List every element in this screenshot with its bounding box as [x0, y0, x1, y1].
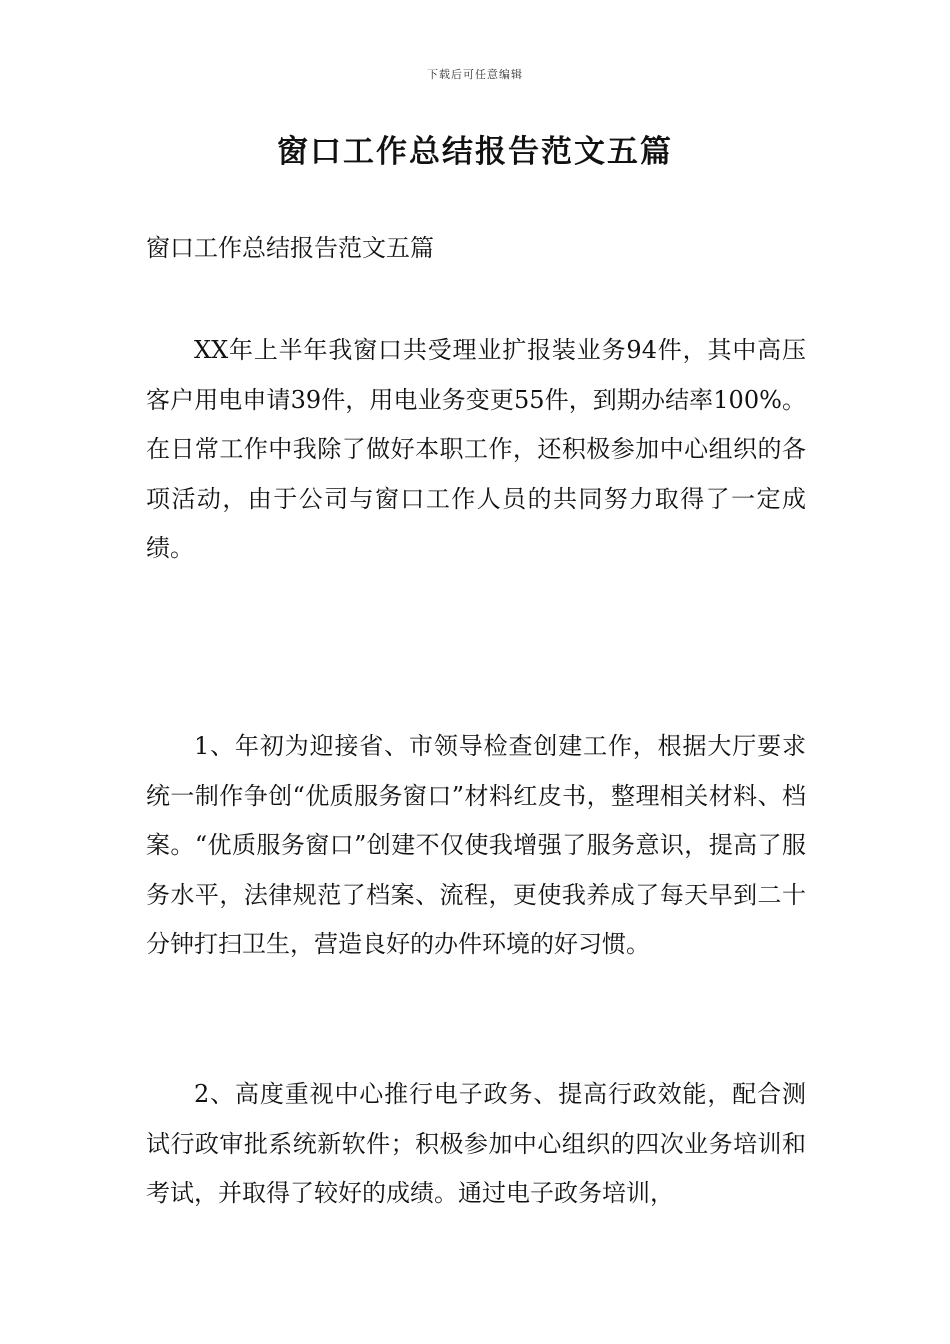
document-subtitle: 窗口工作总结报告范文五篇	[146, 234, 434, 262]
header-note: 下载后可任意编辑	[427, 68, 523, 81]
paragraph-summary: XX年上半年我窗口共受理业扩报装业务94件，其中高压客户用电申请39件，用电业务变更55件，到期办结率100%。在日常工作中我除了做好本职工作，还积极参加中心组织的各项活动，由于公司与窗口工作人员的共同努力取得了一定成绩。	[146, 336, 806, 562]
paragraph-item-1: 1、年初为迎接省、市领导检查创建工作，根据大厅要求统一制作争创“优质服务窗口”材料红皮书，整理相关材料、档案。“优质服务窗口”创建不仅使我增强了服务意识，提高了服务水平，法律规范了档案、流程，更使我养成了每天早到二十分钟打扫卫生，营造良好的办件环境的好习惯。	[146, 732, 806, 958]
paragraph-item-2: 2、高度重视中心推行电子政务、提高行政效能，配合测试行政审批系统新软件；积极参加中心组织的四次业务培训和考试，并取得了较好的成绩。通过电子政务培训，	[146, 1080, 806, 1207]
document-title: 窗口工作总结报告范文五篇	[277, 134, 673, 170]
